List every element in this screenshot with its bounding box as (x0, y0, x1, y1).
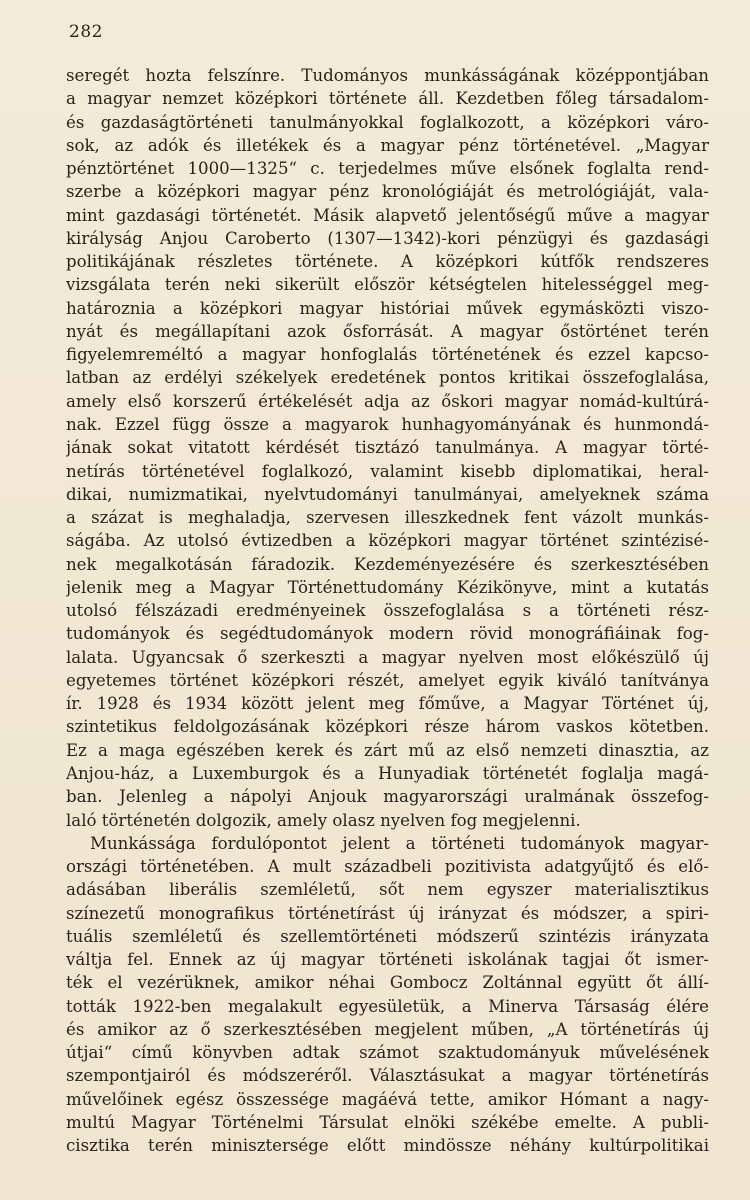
text-line: figyelemreméltó a magyar honfoglalás történetének és ezzel kapcso- (66, 345, 709, 365)
text-line: művelőinek egész összessége magáévá tette, amikor Hómant a nagy- (66, 1089, 709, 1109)
text-line: szempontjairól és módszeréről. Választásukat a magyar történetírás (66, 1066, 709, 1086)
text-line: mint gazdasági történetét. Másik alapvető jelentőségű műve a magyar (66, 205, 709, 225)
text-line: laló történetén dolgozik, amely olasz nyelven fog megjelenni. (66, 810, 581, 830)
text-line: latban az erdélyi székelyek eredetének pontos kritikai összefoglalása, (66, 368, 709, 388)
text-line: politikájának részletes története. A középkori kútfők rendszeres (66, 252, 709, 272)
text-line: adásában liberális szemléletű, sőt nem egyszer materialisztikus (66, 880, 709, 900)
text-line: tották 1922-ben megalakult egyesületük, a Minerva Társaság élére (66, 996, 709, 1016)
page-number: 282 (69, 22, 103, 42)
text-line: amely első korszerű értékelését adja az őskori magyar nomád-kultúrá- (66, 391, 709, 411)
text-line: és amikor az ő szerkesztésében megjelent műben, „A történetírás új (66, 1019, 709, 1039)
text-line: sok, az adók és illetékek és a magyar pénz történetével. „Magyar (66, 135, 709, 155)
text-line: ban. Jelenleg a nápolyi Anjouk magyarországi uralmának összefog- (66, 787, 709, 807)
text-line: nak. Ezzel függ össze a magyarok hunhagyományának és hunmondá- (66, 414, 709, 434)
text-line: cisztika terén minisztersége előtt mindössze néhány kultúrpolitikai (66, 1136, 709, 1156)
text-line: dikai, numizmatikai, nyelvtudományi tanulmányai, amelyeknek száma (66, 484, 709, 504)
text-line: jelenik meg a Magyar Történettudomány Kézikönyve, mint a kutatás (66, 577, 709, 597)
text-line: határoznia a középkori magyar históriai művek egymásközti viszo- (66, 298, 709, 318)
text-line: nyát és megállapítani azok ősforrását. A magyar őstörténet terén (66, 321, 709, 341)
text-line: lalata. Ugyancsak ő szerkeszti a magyar nyelven most előkészülő új (66, 647, 709, 667)
text-line: ságába. Az utolsó évtizedben a középkori magyar történet szintézisé- (66, 531, 709, 551)
text-line: szintetikus feldolgozásának középkori része három vaskos kötetben. (66, 717, 709, 737)
text-line: váltja fel. Ennek az új magyar történeti iskolának tagjai őt ismer- (66, 950, 709, 970)
text-line: jának sokat vitatott kérdését tisztázó tanulmánya. A magyar törté- (66, 438, 709, 458)
text-line: multú Magyar Történelmi Társulat elnöki székébe emelte. A publi- (66, 1112, 709, 1132)
text-line: vizsgálata terén neki sikerült először kétségtelen hitelességgel meg- (66, 275, 709, 295)
text-line: pénztörténet 1000—1325“ c. terjedelmes műve elsőnek foglalta rend- (66, 159, 709, 179)
text-line: Munkássága fordulópontot jelent a történeti tudományok magyar- (90, 833, 709, 853)
text-line: útjai“ című könyvben adtak számot szaktudományuk művelésének (66, 1043, 709, 1063)
text-line: utolsó félszázadi eredményeinek összefoglalása s a történeti rész- (66, 601, 709, 621)
text-line: és gazdaságtörténeti tanulmányokkal foglalkozott, a középkori váro- (66, 112, 709, 132)
text-line: Ez a maga egészében kerek és zárt mű az első nemzeti dinasztia, az (66, 740, 709, 760)
text-line: királyság Anjou Caroberto (1307—1342)-kori pénzügyi és gazdasági (66, 228, 709, 248)
text-line: Anjou-ház, a Luxemburgok és a Hunyadiak történetét foglalja magá- (66, 763, 709, 783)
text-line: seregét hozta felszínre. Tudományos munkásságának középpontjában (66, 66, 709, 85)
body-text (66, 64, 709, 1157)
text-line: országi történetében. A mult századbeli pozitivista adatgyűjtő és elő- (66, 857, 709, 877)
text-line: ték el vezérüknek, amikor néhai Gombocz Zoltánnal együtt őt állí- (66, 973, 709, 993)
text-line: tudományok és segédtudományok modern rövid monográfiáinak fog- (66, 624, 709, 644)
text-line: netírás történetével foglalkozó, valamint kisebb diplomatikai, heral- (66, 461, 709, 481)
text-line: színezetű monografikus történetírást új irányzat és módszer, a spiri- (66, 903, 709, 923)
text-line: a százat is meghaladja, szervesen illeszkednek fent vázolt munkás- (66, 508, 709, 528)
text-line: nek megalkotásán fáradozik. Kezdeményezésére és szerkesztésében (66, 554, 709, 574)
text-line: szerbe a középkori magyar pénz kronológiáját és metrológiáját, vala- (66, 182, 709, 202)
text-line: egyetemes történet középkori részét, amelyet egyik kiváló tanítványa (66, 670, 709, 690)
text-line: tuális szemléletű és szellemtörténeti módszerű szintézis irányzata (66, 926, 709, 946)
text-line: a magyar nemzet középkori története áll. Kezdetben főleg társadalom- (66, 89, 709, 109)
text-line: ír. 1928 és 1934 között jelent meg főműve, a Magyar Történet új, (66, 694, 709, 714)
